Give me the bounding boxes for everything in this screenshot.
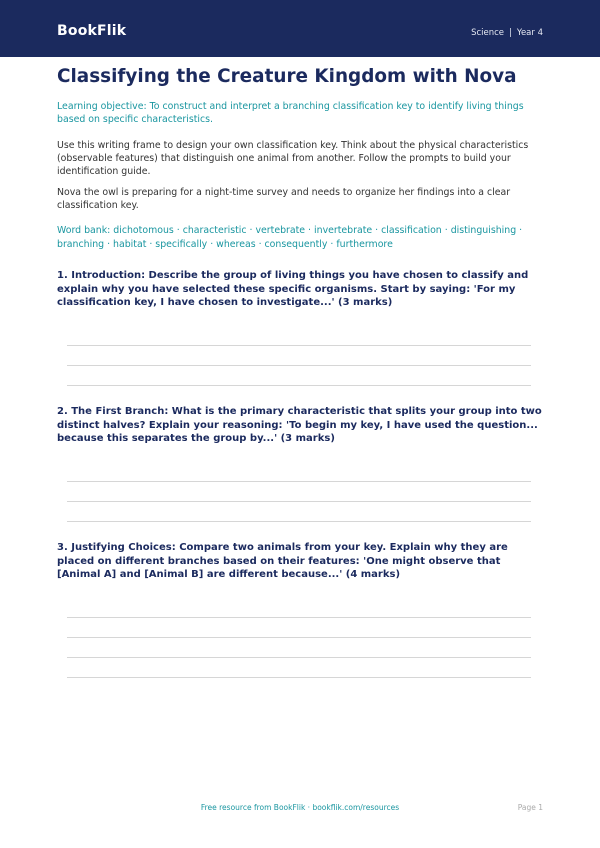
answer-line[interactable] [67, 481, 531, 482]
word-bank: Word bank: dichotomous · characteristic · vertebrate · invertebrate · classification · distinguishing · branching · habitat · specifically · whereas · consequently · furthermore [57, 225, 523, 250]
answer-line[interactable] [67, 385, 531, 386]
answer-line[interactable] [67, 657, 531, 658]
question-3: 3. Justifying Choices: Compare two animals from your key. Explain why they are placed on different branches based on their features: 'One might observe that [Animal A] and [Animal B] are different because...' (4 marks) [57, 542, 508, 581]
learning-objective: Learning objective: To construct and interpret a branching classification key to identify living things based on specific characteristics. [57, 101, 524, 125]
answer-line[interactable] [67, 345, 531, 346]
page-number: Page 1 [517, 803, 543, 812]
footer-resource-link[interactable]: Free resource from BookFlik · bookflik.com/resources [200, 803, 400, 812]
subject-breadcrumb [471, 28, 543, 38]
answer-line[interactable] [67, 677, 531, 678]
answer-line[interactable] [67, 617, 531, 618]
year-label: Year 4 [516, 28, 543, 38]
instructions-paragraph: Use this writing frame to design your own classification key. Think about the physical characteristics (observable features) that distinguish one animal from another. Follow the prompts to build your identification guide. [57, 140, 529, 177]
question-1: 1. Introduction: Describe the group of living things you have chosen to classify and explain why you have selected these specific organisms. Start by saying: 'For my classification key, I have chosen to investigate...' (3 marks) [57, 270, 529, 309]
scenario-paragraph: Nova the owl is preparing for a night-time survey and needs to organize her findings into a clear classification key. [57, 187, 511, 211]
page-header [0, 0, 600, 57]
answer-line[interactable] [67, 637, 531, 638]
answer-line[interactable] [67, 521, 531, 522]
brand-logo: BookFlik [57, 23, 127, 39]
page-title: Classifying the Creature Kingdom with Nova [57, 66, 517, 87]
answer-line[interactable] [67, 365, 531, 366]
answer-line[interactable] [67, 501, 531, 502]
subject-label: Science [471, 28, 505, 38]
question-2: 2. The First Branch: What is the primary characteristic that splits your group into two distinct halves? Explain your reasoning: 'To begin my key, I have used the question... because this separates the group by...' (3 marks) [57, 406, 542, 445]
breadcrumb-separator: | [509, 28, 512, 38]
